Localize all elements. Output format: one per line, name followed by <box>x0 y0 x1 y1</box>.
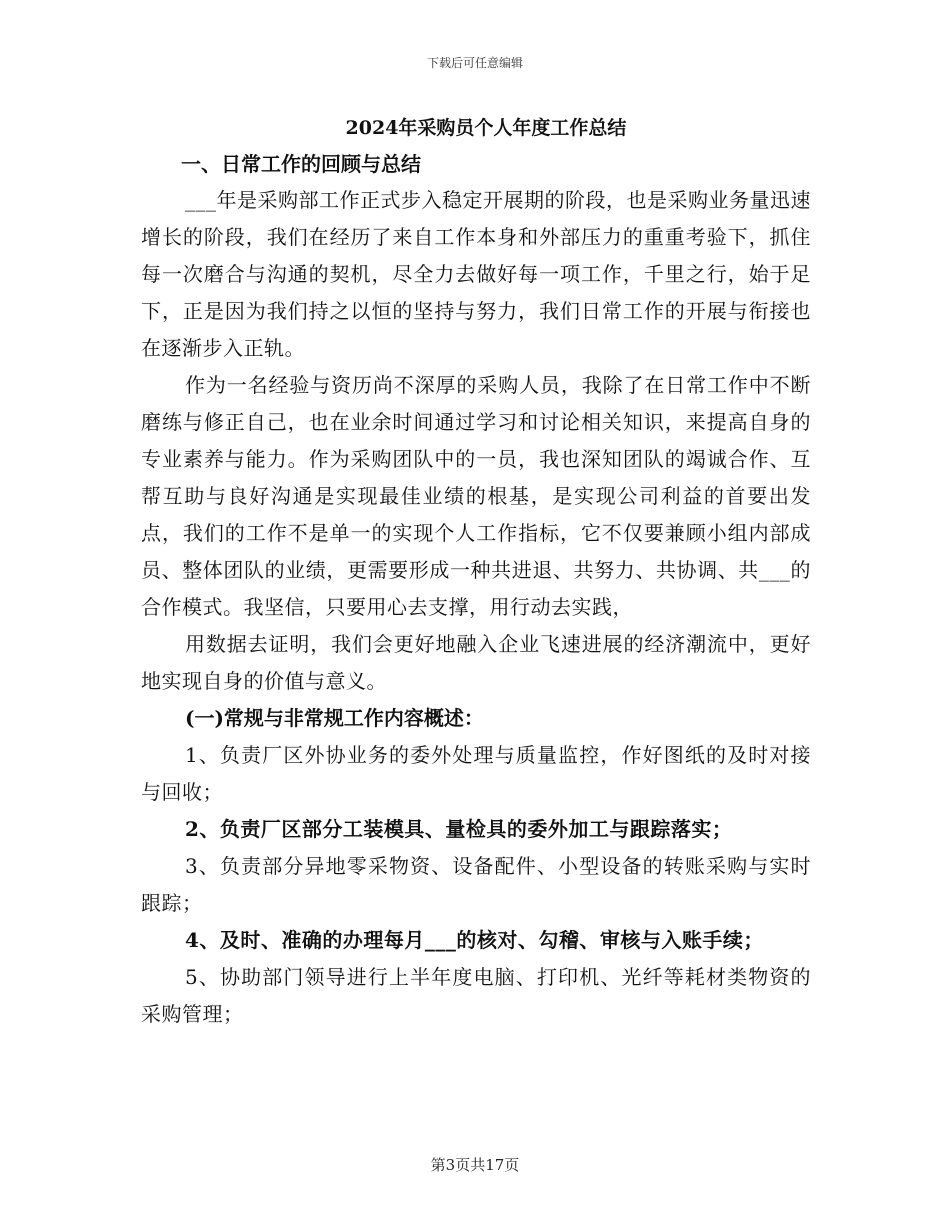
paragraph: ___年是采购部工作正式步入稳定开展期的阶段，也是采购业务量迅速增长的阶段，我们在经历了来自工作本身和外部压力的重重考验下，抓住每一次磨合与沟通的契机，尽全力去做好每一项工作，千里之行，始于足下，正是因为我们持之以恒的坚持与努力，我们日常工作的开展与衔接也在逐渐步入正轨。 <box>141 188 811 360</box>
subsection-heading: (一)常规与非常规工作内容概述： <box>185 706 484 730</box>
document-body <box>141 110 811 1033</box>
list-item: 5、协助部门领导进行上半年度电脑、打印机、光纤等耗材类物资的采购管理； <box>141 965 811 1026</box>
list-item: 2、负责厂区部分工装模具、量检具的委外加工与跟踪落实； <box>185 817 733 841</box>
paragraph: 用数据去证明，我们会更好地融入企业飞速进展的经济潮流中，更好地实现自身的价值与意义。 <box>141 632 811 693</box>
list-item: 4、及时、准确的办理每月___的核对、勾稽、审核与入账手续； <box>185 928 764 952</box>
header-note: 下载后可任意编辑 <box>426 56 523 70</box>
document-title: 2024年采购员个人年度工作总结 <box>345 117 627 139</box>
section-heading: 一、日常工作的回顾与总结 <box>181 152 421 176</box>
list-item: 1、负责厂区外协业务的委外处理与质量监控，作好图纸的及时对接与回收； <box>141 743 811 804</box>
paragraph: 作为一名经验与资历尚不深厚的采购人员，我除了在日常工作中不断磨练与修正自己，也在业余时间通过学习和讨论相关知识，来提高自身的专业素养与能力。作为采购团队中的一员，我也深知团队的竭诚合作、互帮互助与良好沟通是实现最佳业绩的根基，是实现公司利益的首要出发点，我们的工作不是单一的实现个人工作指标，它不仅要兼顾小组内部成员、整体团队的业绩，更需要形成一种共进退、共努力、共协调、共___的合作模式。我坚信，只要用心去支撑，用行动去实践， <box>141 373 811 619</box>
list-item: 3、负责部分异地零采物资、设备配件、小型设备的转账采购与实时跟踪； <box>141 854 811 915</box>
page-footer: 第3页共17页 <box>430 1156 520 1174</box>
